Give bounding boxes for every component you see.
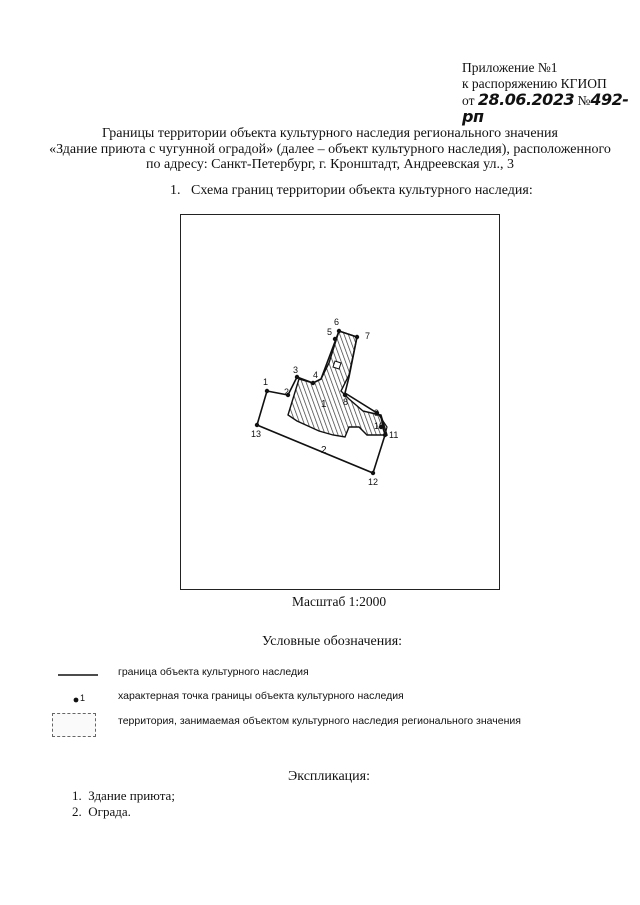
explication-title: Экспликация:	[288, 769, 370, 784]
legend-text-point: характерная точка границы объекта культурного наследия	[118, 690, 404, 702]
point-label-8: 8	[343, 397, 349, 407]
appendix-line-1: Приложение №1	[462, 60, 558, 75]
boundary-scheme	[181, 215, 499, 589]
appendix-number: 492-рп	[462, 90, 629, 126]
object-label-1: 1	[321, 399, 327, 410]
explication-item-number: 1.	[72, 788, 82, 803]
point-label-7: 7	[365, 331, 371, 341]
point-label-11: 11	[389, 430, 399, 440]
scheme-heading-text: Схема границ территории объекта культурного наследия:	[191, 183, 533, 198]
scale-label: Масштаб 1:2000	[292, 594, 387, 609]
explication-item-text: Здание приюта;	[88, 788, 175, 803]
point-label-12: 12	[368, 477, 379, 487]
point-label-9: 9	[374, 408, 380, 418]
point-label-1: 1	[263, 377, 269, 387]
title-line-3: по адресу: Санкт-Петербург, г. Кронштадт, Андреевская ул., 3	[146, 157, 514, 172]
title-line-1: Границы территории объекта культурного наследия регионального значения	[102, 126, 558, 141]
boundary-line-symbol	[58, 670, 98, 680]
point-label-5: 5	[327, 327, 333, 337]
point-label-13: 13	[251, 429, 262, 439]
appendix-block	[462, 60, 632, 126]
point-label-4: 4	[313, 370, 319, 380]
building-footprint	[288, 331, 387, 437]
appendix-number-prefix: №	[577, 93, 591, 108]
explication-item	[72, 788, 175, 804]
explication-list	[72, 788, 175, 820]
scheme-heading-number: 1.	[170, 183, 181, 198]
appendix-date-line	[462, 92, 632, 126]
point-label-10: 10	[374, 421, 385, 431]
point-label-2: 2	[284, 387, 290, 397]
explication-item	[72, 804, 175, 820]
object-label-2: 2	[321, 445, 327, 456]
explication-item-text: Ограда.	[88, 804, 131, 819]
title-line-2: «Здание приюта с чугунной оградой» (далее – объект культурного наследия), расположенного	[49, 141, 611, 157]
appendix-date-prefix: от	[462, 93, 475, 108]
territory-symbol	[52, 713, 96, 737]
point-label-3: 3	[293, 365, 299, 375]
scheme-frame	[180, 214, 500, 590]
legend-title: Условные обозначения:	[262, 634, 403, 649]
appendix-line-2: к распоряжению КГИОП	[462, 76, 607, 91]
appendix-date: 28.06.2023	[477, 90, 575, 109]
scheme-heading	[170, 183, 533, 199]
explication-item-number: 2.	[72, 804, 82, 819]
legend-text-territory: территория, занимаемая объектом культурного наследия регионального значения	[118, 715, 521, 727]
legend-text-boundary: граница объекта культурного наследия	[118, 666, 309, 678]
document-title	[40, 126, 620, 173]
point-label-6: 6	[334, 317, 340, 327]
legend-point-marker-label: 1	[80, 693, 86, 703]
